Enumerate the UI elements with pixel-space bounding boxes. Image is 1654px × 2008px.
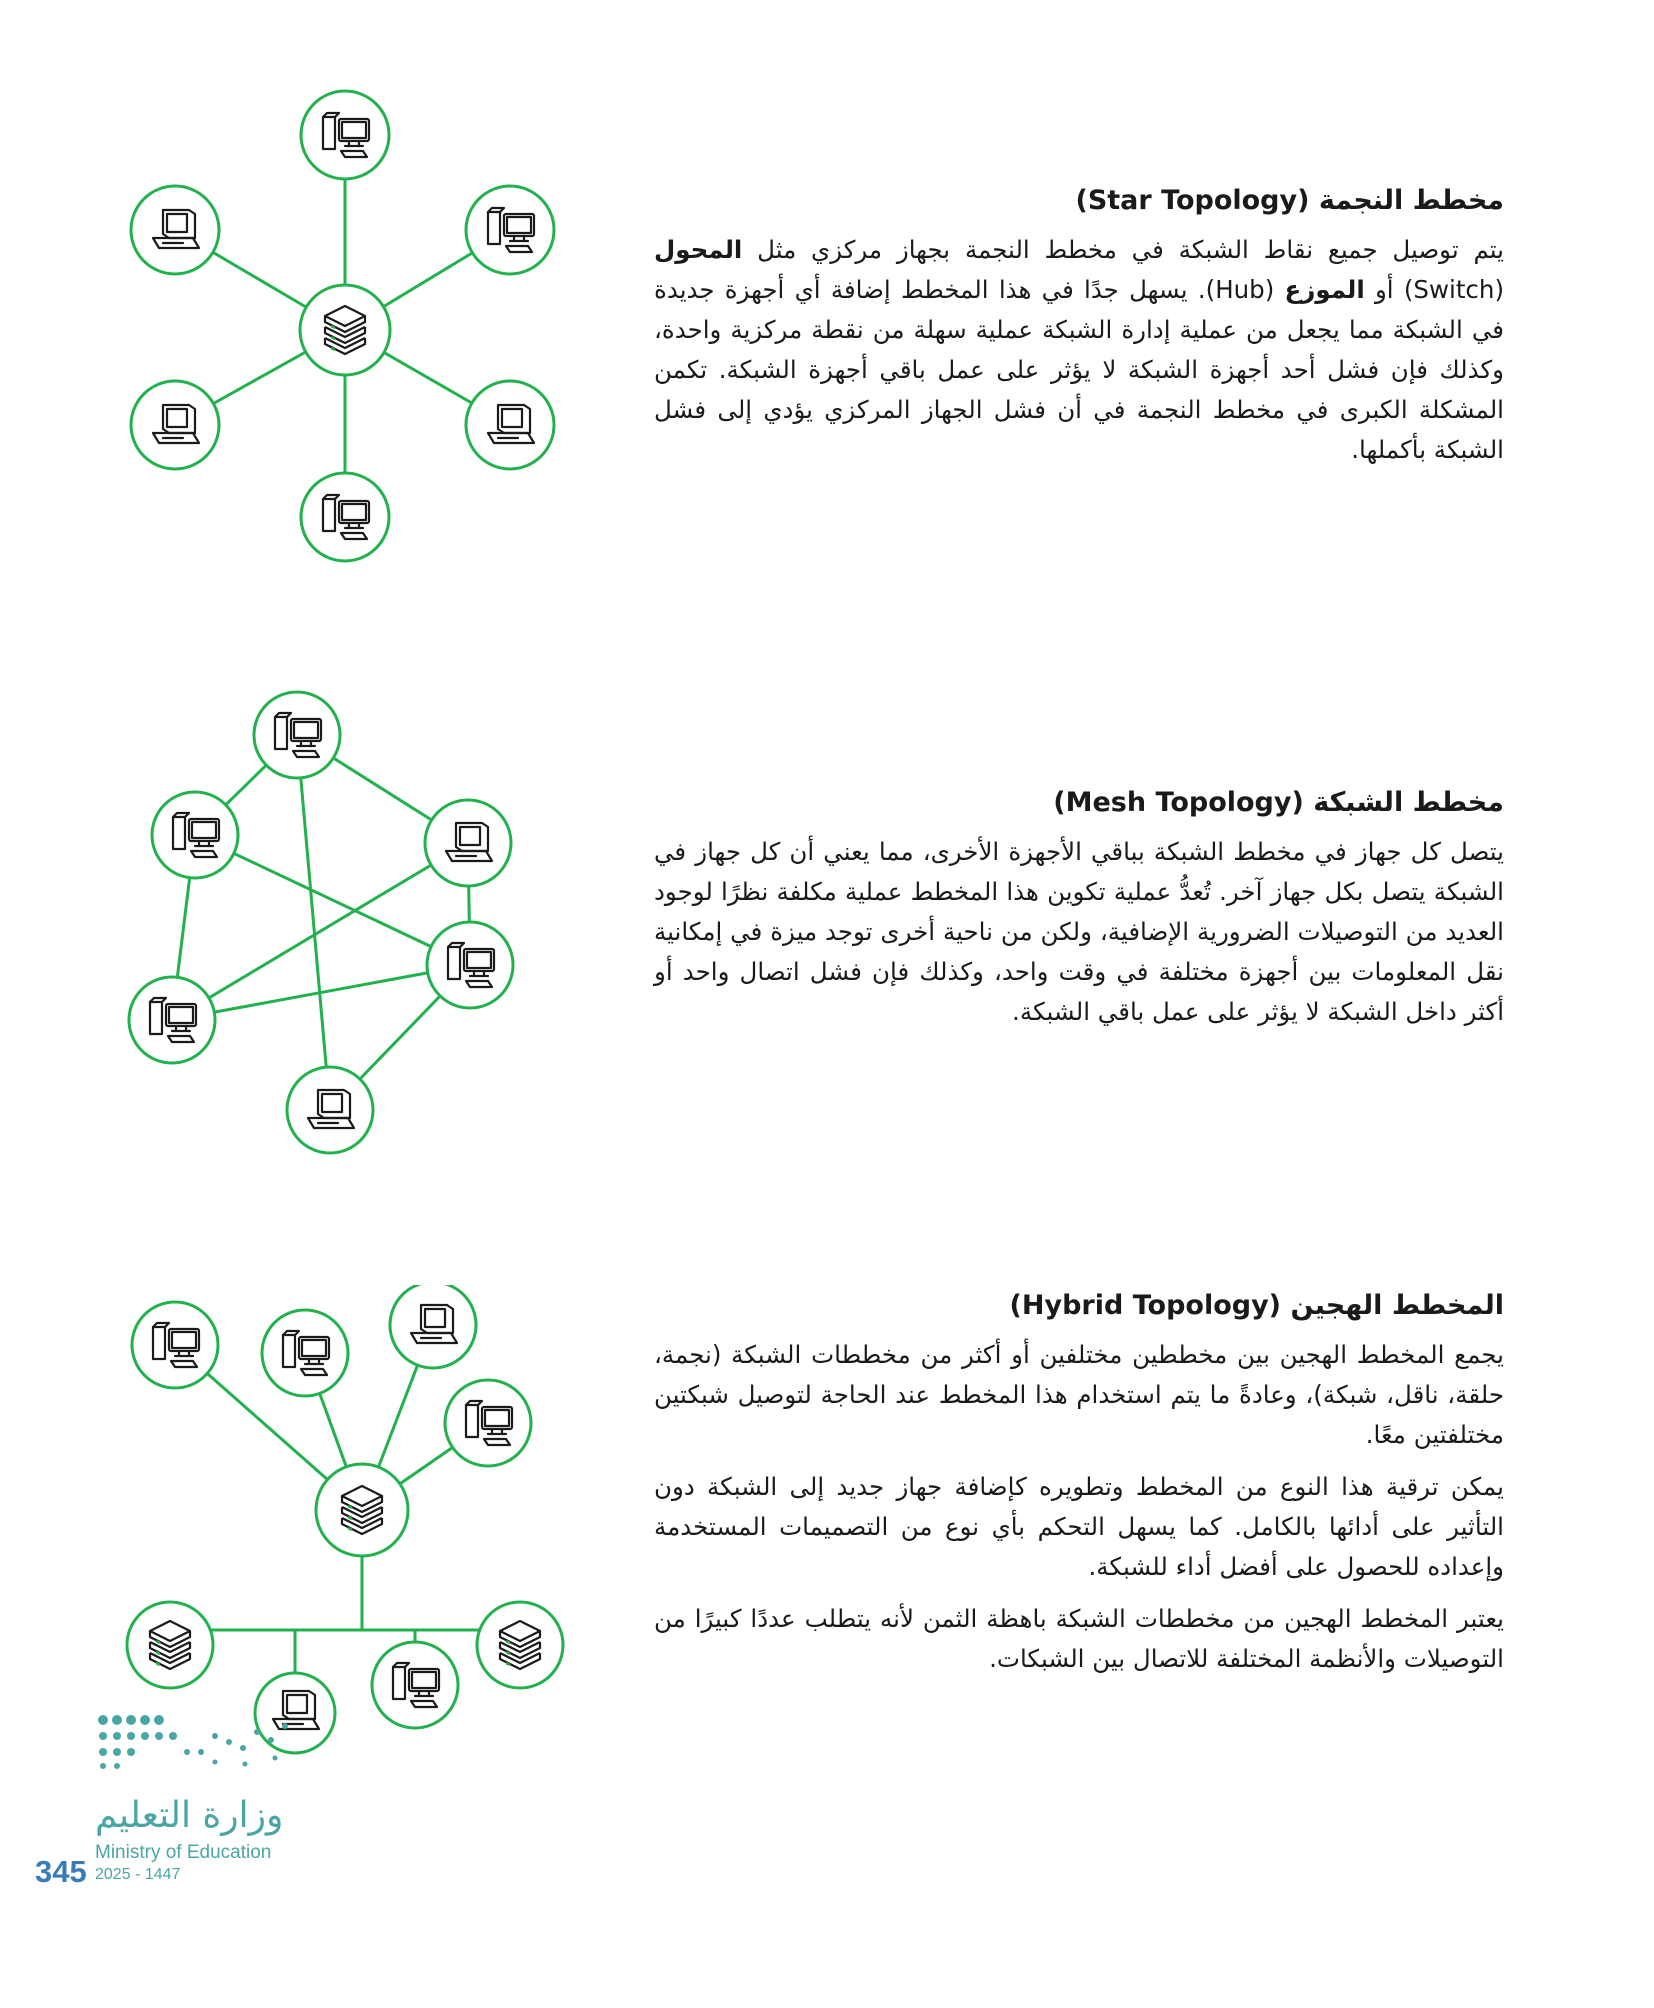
ministry-name-ar: وزارة التعليم (95, 1795, 284, 1836)
title-en: (Star Topology) (1075, 185, 1310, 216)
hybrid-node (445, 1380, 531, 1466)
bold-term: الموزع (1284, 275, 1365, 304)
page-number: 345 (35, 1854, 87, 1889)
bold-term: المحول (654, 235, 743, 264)
star-topology-section (654, 185, 1504, 482)
title-ar: مخطط الشبكة (1313, 787, 1504, 818)
paragraph: يجمع المخطط الهجين بين مخططين مختلفين أو أكثر من مخططات الشبكة (نجمة، حلقة، ناقل، شبكة)، وعادةً ما يتم استخدام هذا المخطط عند الحاجة لتوصيل شبكتين مختلفتين معًا. (654, 1340, 1504, 1449)
star-node (131, 381, 219, 469)
text: (Switch) أو (1364, 275, 1504, 304)
title-ar: المخطط الهجين (1290, 1290, 1504, 1321)
ministry-logo (95, 1712, 315, 1772)
mesh-node (425, 800, 511, 886)
mesh-topology-diagram (0, 680, 600, 1180)
mesh-node (427, 922, 513, 1008)
hybrid-node (132, 1302, 218, 1388)
section-title (654, 787, 1504, 818)
mesh-topology-section (654, 787, 1504, 1044)
hybrid-node (477, 1602, 563, 1688)
section-title (654, 185, 1504, 216)
paragraph (654, 230, 1504, 470)
ministry-name-en: Ministry of Education (95, 1842, 272, 1863)
paragraph: يمكن ترقية هذا النوع من المخطط وتطويره كإضافة جهاز جديد إلى الشبكة دون التأثير على أدائها بالكامل. كما يسهل التحكم بأي نوع من التصميمات المستخدمة وإعداده للحصول على أفضل أداء للشبكة. (654, 1472, 1504, 1581)
hybrid-topology-section (654, 1290, 1504, 1691)
paragraph: يتصل كل جهاز في مخطط الشبكة بباقي الأجهزة الأخرى، مما يعني أن كل جهاز في الشبكة يتصل بكل جهاز آخر. تُعدُّ عملية تكوين هذا المخطط عملية مكلفة نظرًا لوجود العديد من التوصيلات الضرورية الإضافية، ولكن من ناحية أخرى توجد ميزة في إمكانية نقل المعلومات بين أجهزة مختلفة في وقت واحد، وكذلك فإن فشل اتصال واحد أو أكثر داخل الشبكة لا يؤثر على عمل باقي الشبكة. (654, 837, 1504, 1026)
ministry-year: 2025 - 1447 (95, 1866, 181, 1883)
star-node (301, 91, 389, 179)
star-node (466, 186, 554, 274)
section-title (654, 1290, 1504, 1321)
mesh-node (129, 977, 215, 1063)
mesh-node (287, 1067, 373, 1153)
title-en: (Mesh Topology) (1053, 787, 1304, 818)
mesh-node (254, 692, 340, 778)
hybrid-hub-node (316, 1464, 408, 1556)
title-ar: مخطط النجمة (1318, 185, 1504, 216)
text: يتم توصيل جميع نقاط الشبكة في مخطط النجمة بجهاز مركزي مثل (742, 235, 1504, 264)
star-node (131, 186, 219, 274)
hybrid-node (372, 1642, 458, 1728)
star-topology-diagram (0, 80, 600, 600)
paragraph: يعتبر المخطط الهجين من مخططات الشبكة باهظة الثمن لأنه يتطلب عددًا كبيرًا من التوصيلات والأنظمة المختلفة للاتصال بين الشبكات. (654, 1604, 1504, 1673)
star-center-node (300, 285, 390, 375)
mesh-node (152, 792, 238, 878)
ministry-logo-dots-icon (95, 1712, 315, 1772)
hybrid-node (262, 1310, 348, 1396)
title-en: (Hybrid Topology) (1009, 1290, 1282, 1321)
star-node (301, 473, 389, 561)
text: (Hub). يسهل جدًا في هذا المخطط إضافة أي أجهزة جديدة في الشبكة مما يجعل من عملية إدارة الشبكة عملية سهلة من نقطة مركزية واحدة، وكذلك فإن فشل أحد أجهزة الشبكة لا يؤثر على عمل باقي أجهزة الشبكة. تكمن المشكلة الكبرى في مخطط النجمة في أن فشل الجهاز المركزي يؤدي إلى فشل الشبكة بأكملها. (654, 275, 1504, 464)
hybrid-node (127, 1602, 213, 1688)
star-node (466, 381, 554, 469)
hybrid-topology-diagram (0, 1285, 600, 1755)
